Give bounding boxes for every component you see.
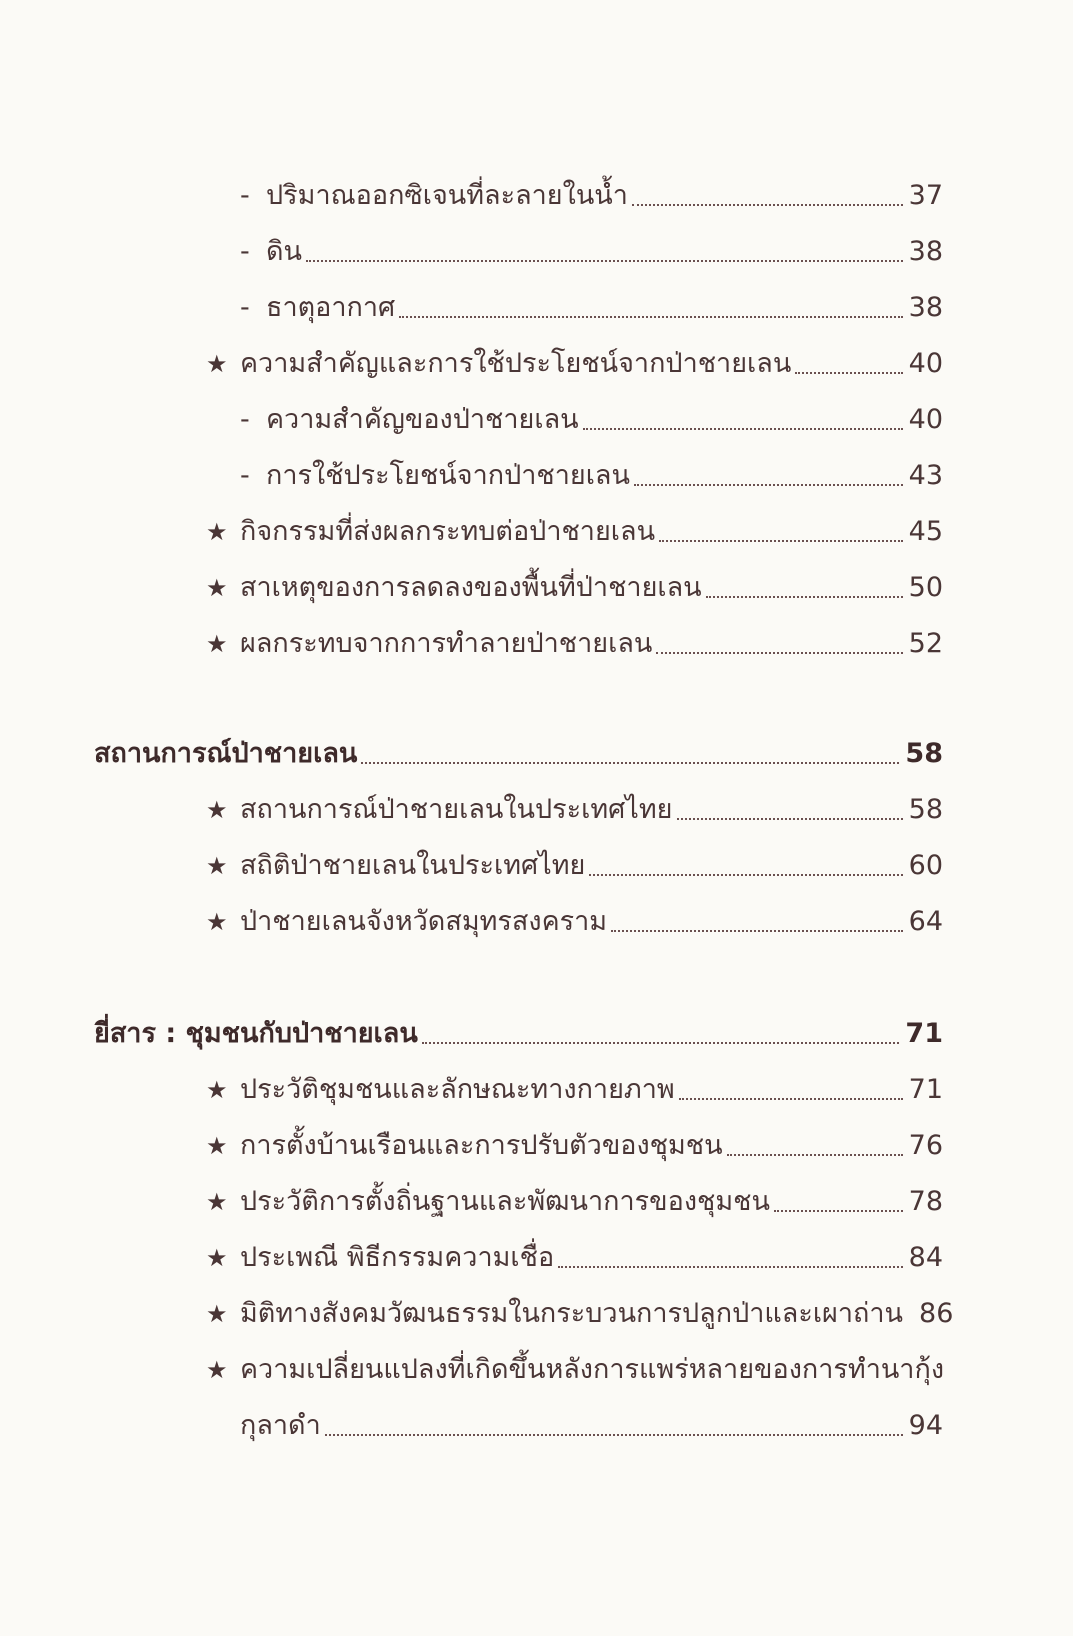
toc-page-number: 86 bbox=[919, 1298, 954, 1329]
toc-chapter-label: สถานการณ์ป่าชายเลน bbox=[94, 738, 358, 769]
dot-leader bbox=[611, 930, 903, 932]
dot-leader bbox=[558, 1266, 902, 1268]
toc-entry-label: ผลกระทบจากการทำลายป่าชายเลน bbox=[240, 628, 653, 659]
star-bullet-icon: ★ bbox=[206, 1188, 228, 1216]
dot-leader bbox=[399, 316, 902, 318]
toc-entry[interactable] bbox=[240, 454, 943, 498]
toc-entry-label: ป่าชายเลนจังหวัดสมุทรสงคราม bbox=[240, 906, 608, 937]
dash-marker: - bbox=[240, 292, 250, 323]
toc-entry[interactable] bbox=[240, 286, 943, 330]
toc-page-number: 64 bbox=[908, 906, 943, 937]
dot-leader bbox=[589, 874, 902, 876]
dot-leader bbox=[583, 428, 903, 430]
dot-leader bbox=[634, 484, 903, 486]
toc-page-number: 37 bbox=[908, 180, 943, 211]
toc-entry-label: กุลาดำ bbox=[240, 1410, 321, 1441]
toc-page-number: 40 bbox=[908, 404, 943, 435]
toc-page-number: 94 bbox=[908, 1410, 943, 1441]
toc-chapter-label: ยี่สาร : ชุมชนกับป่าชายเลน bbox=[94, 1018, 418, 1049]
toc-page-number: 84 bbox=[908, 1242, 943, 1273]
toc-entry[interactable] bbox=[206, 1180, 943, 1224]
toc-entry-label: ปริมาณออกซิเจนที่ละลายในน้ำ bbox=[266, 180, 628, 211]
dash-marker: - bbox=[240, 236, 250, 267]
dot-leader bbox=[361, 762, 899, 764]
toc-entry-label: สถานการณ์ป่าชายเลนในประเทศไทย bbox=[240, 794, 673, 825]
toc-entry-label: ดิน bbox=[266, 236, 302, 267]
dash-marker: - bbox=[240, 180, 250, 211]
toc-page-number: 38 bbox=[908, 292, 943, 323]
toc-entry[interactable] bbox=[206, 510, 943, 554]
toc-entry[interactable] bbox=[206, 622, 943, 666]
toc-entry[interactable] bbox=[240, 174, 943, 218]
toc-entry[interactable] bbox=[206, 844, 943, 888]
dot-leader bbox=[706, 596, 903, 598]
toc-entry-label: ประวัติชุมชนและลักษณะทางกายภาพ bbox=[240, 1074, 675, 1105]
star-bullet-icon: ★ bbox=[206, 574, 228, 602]
toc-entry-label: ประวัติการตั้งถิ่นฐานและพัฒนาการของชุมชน bbox=[240, 1186, 770, 1217]
toc-entry-label: ประเพณี พิธีกรรมความเชื่อ bbox=[240, 1242, 555, 1273]
toc-entry[interactable] bbox=[206, 1236, 943, 1280]
toc-entry[interactable] bbox=[206, 900, 943, 944]
toc-page-number: 60 bbox=[908, 850, 943, 881]
toc-entry-label: สถิติป่าชายเลนในประเทศไทย bbox=[240, 850, 586, 881]
dot-leader bbox=[677, 818, 903, 820]
dash-marker: - bbox=[240, 404, 250, 435]
star-bullet-icon: ★ bbox=[206, 852, 228, 880]
toc-page-number: 58 bbox=[908, 794, 943, 825]
toc-page-number: 50 bbox=[908, 572, 943, 603]
star-bullet-icon: ★ bbox=[206, 1076, 228, 1104]
dash-marker: - bbox=[240, 460, 250, 491]
toc-page-number: 38 bbox=[908, 236, 943, 267]
toc-entry-label: การตั้งบ้านเรือนและการปรับตัวของชุมชน bbox=[240, 1130, 723, 1161]
dot-leader bbox=[422, 1042, 900, 1044]
star-bullet-icon: ★ bbox=[206, 908, 228, 936]
dot-leader bbox=[795, 372, 902, 374]
toc-entry-label: ความสำคัญและการใช้ประโยชน์จากป่าชายเลน bbox=[240, 348, 792, 379]
dot-leader bbox=[679, 1098, 903, 1100]
dot-leader bbox=[306, 260, 903, 262]
toc-entry[interactable] bbox=[206, 1124, 943, 1168]
toc-entry[interactable] bbox=[206, 788, 943, 832]
toc-page-number: 76 bbox=[908, 1130, 943, 1161]
toc-entry[interactable] bbox=[206, 1292, 954, 1336]
toc-page-number: 45 bbox=[908, 516, 943, 547]
dot-leader bbox=[774, 1210, 903, 1212]
star-bullet-icon: ★ bbox=[206, 518, 228, 546]
dot-leader bbox=[727, 1154, 903, 1156]
toc-entry-label: ความเปลี่ยนแปลงที่เกิดขึ้นหลังการแพร่หลายของการทำนากุ้ง bbox=[240, 1354, 945, 1385]
toc-entry-label: กิจกรรมที่ส่งผลกระทบต่อป่าชายเลน bbox=[240, 516, 656, 547]
toc-entry-label: การใช้ประโยชน์จากป่าชายเลน bbox=[266, 460, 630, 491]
toc-page-number: 71 bbox=[905, 1018, 943, 1049]
star-bullet-icon: ★ bbox=[206, 1132, 228, 1160]
toc-chapter-heading[interactable] bbox=[94, 732, 943, 776]
toc-entry-label: สาเหตุของการลดลงของพื้นที่ป่าชายเลน bbox=[240, 572, 702, 603]
toc-page-number: 52 bbox=[908, 628, 943, 659]
toc-entry-continuation[interactable] bbox=[240, 1404, 943, 1448]
toc-page-number: 71 bbox=[908, 1074, 943, 1105]
toc-page-number: 43 bbox=[908, 460, 943, 491]
star-bullet-icon: ★ bbox=[206, 630, 228, 658]
toc-entry-label: ความสำคัญของป่าชายเลน bbox=[266, 404, 579, 435]
dot-leader bbox=[659, 540, 903, 542]
toc-entry-label: ธาตุอากาศ bbox=[266, 292, 396, 323]
toc-entry[interactable] bbox=[240, 230, 943, 274]
toc-entry[interactable] bbox=[206, 342, 943, 386]
toc-entry[interactable] bbox=[206, 566, 943, 610]
toc-entry[interactable] bbox=[206, 1068, 943, 1112]
toc-page-number: 40 bbox=[908, 348, 943, 379]
dot-leader bbox=[325, 1434, 903, 1436]
star-bullet-icon: ★ bbox=[206, 1244, 228, 1272]
toc-page-number: 78 bbox=[908, 1186, 943, 1217]
star-bullet-icon: ★ bbox=[206, 1356, 228, 1384]
toc-chapter-heading[interactable] bbox=[94, 1012, 943, 1056]
toc-entry[interactable] bbox=[240, 398, 943, 442]
toc-entry-label: มิติทางสังคมวัฒนธรรมในกระบวนการปลูกป่าและเผาถ่าน bbox=[240, 1298, 904, 1329]
toc-page-number: 58 bbox=[905, 738, 943, 769]
star-bullet-icon: ★ bbox=[206, 350, 228, 378]
dot-leader bbox=[656, 652, 902, 654]
toc-entry[interactable] bbox=[206, 1348, 966, 1392]
star-bullet-icon: ★ bbox=[206, 796, 228, 824]
star-bullet-icon: ★ bbox=[206, 1300, 228, 1328]
dot-leader bbox=[632, 204, 903, 206]
